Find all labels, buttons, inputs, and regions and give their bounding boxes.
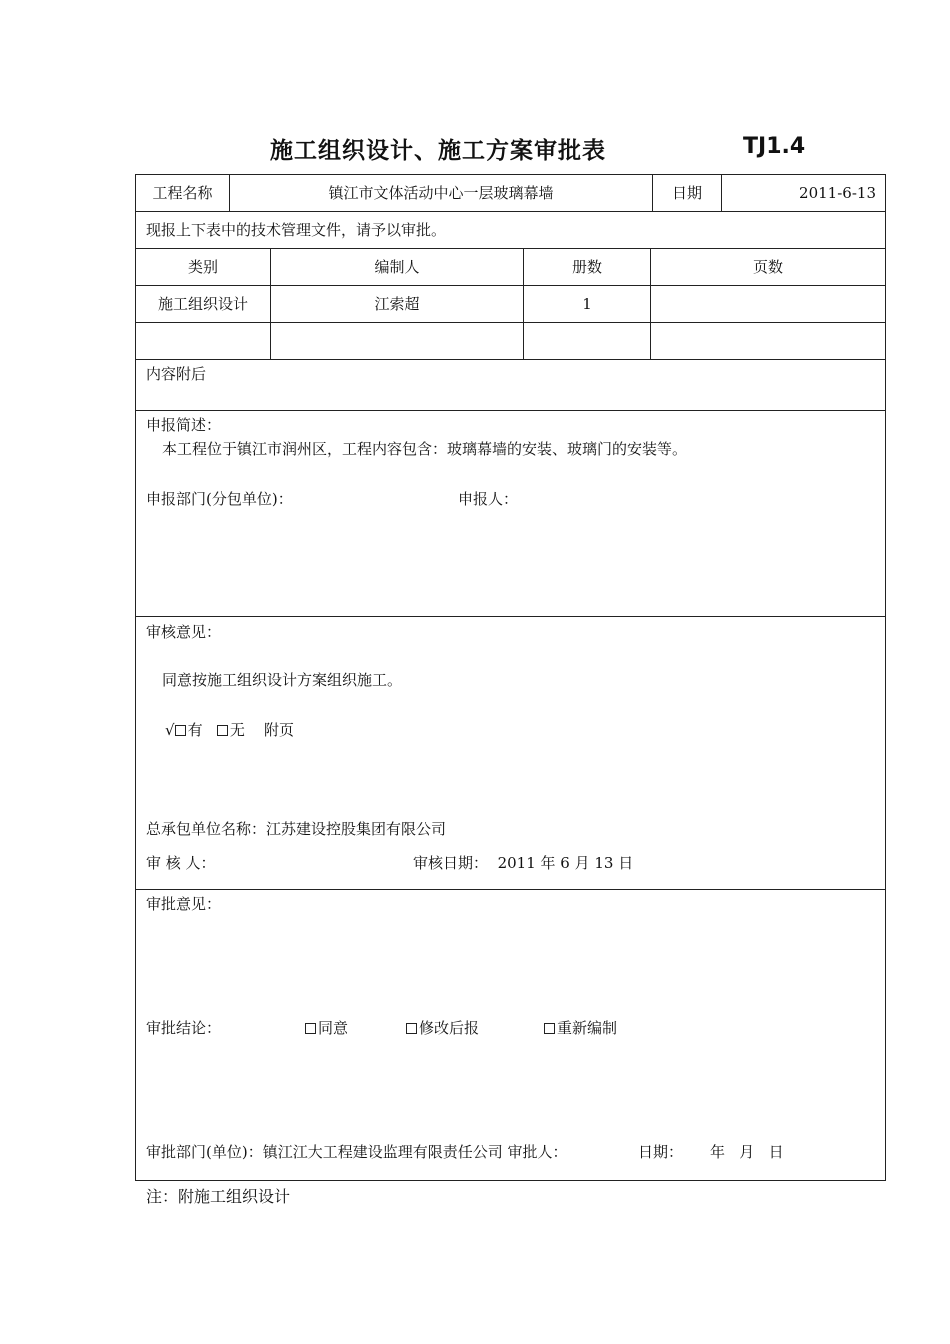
approval-conclusion-label: 审批结论： xyxy=(146,1019,222,1037)
option-agree-label: 同意 xyxy=(318,1019,349,1037)
review-label: 审核意见： xyxy=(146,623,222,641)
date-value: 2011-6-13 xyxy=(799,184,876,202)
date-label: 日期 xyxy=(671,184,702,202)
project-name-label: 工程名称 xyxy=(152,184,213,202)
table-cell: 江索超 xyxy=(374,295,420,313)
content-attached-text: 内容附后 xyxy=(146,365,207,383)
checkbox-recompile[interactable] xyxy=(544,1023,555,1034)
attachment-label: 附页 xyxy=(263,721,294,739)
option-no-label: 无 xyxy=(229,721,245,739)
approval-date-label: 日期： xyxy=(638,1143,684,1161)
option-agree xyxy=(305,1018,348,1038)
reviewer-label: 审 核 人： xyxy=(146,854,216,872)
approval-dept: 审批部门(单位)：镇江江大工程建设监理有限责任公司 审批人： xyxy=(146,1143,568,1161)
col-header-category: 类别 xyxy=(187,258,218,276)
col-header-author: 编制人 xyxy=(374,258,420,276)
general-contractor: 总承包单位名称：江苏建设控股集团有限公司 xyxy=(146,820,447,838)
report-description: 本工程位于镇江市润州区，工程内容包含：玻璃幕墙的安装、玻璃门的安装等。 xyxy=(162,440,688,458)
table-cell: 施工组织设计 xyxy=(157,295,248,313)
attachment-options xyxy=(165,720,294,740)
checkbox-yes[interactable] xyxy=(175,725,186,736)
report-person-label: 申报人： xyxy=(458,490,519,508)
checkbox-revise[interactable] xyxy=(406,1023,417,1034)
form-code: TJ1.4 xyxy=(743,134,806,159)
report-label: 申报简述： xyxy=(146,416,222,434)
option-yes-label: 有 xyxy=(187,721,203,739)
review-date-label: 审核日期： xyxy=(413,854,489,872)
review-opinion: 同意按施工组织设计方案组织施工。 xyxy=(162,671,403,689)
col-header-volumes: 册数 xyxy=(571,258,602,276)
footnote: 注：附施工组织设计 xyxy=(146,1187,291,1206)
option-revise-label: 修改后报 xyxy=(419,1019,480,1037)
col-header-pages: 页数 xyxy=(752,258,783,276)
option-recompile xyxy=(544,1018,617,1038)
intro-text: 现报上下表中的技术管理文件，请予以审批。 xyxy=(146,221,447,239)
option-revise xyxy=(406,1018,479,1038)
review-date xyxy=(413,853,633,873)
checkbox-agree[interactable] xyxy=(305,1023,316,1034)
project-name-value: 镇江市文体活动中心一层玻璃幕墙 xyxy=(328,184,554,202)
check-mark: √ xyxy=(165,721,175,739)
checkbox-no[interactable] xyxy=(217,725,228,736)
approval-label: 审批意见： xyxy=(146,895,222,913)
approval-date-ymd: 年 月 日 xyxy=(710,1143,784,1161)
option-recompile-label: 重新编制 xyxy=(557,1019,618,1037)
review-date-value: 2011 年 6 月 13 日 xyxy=(497,854,634,872)
report-dept-label: 申报部门(分包单位)： xyxy=(146,490,293,508)
table-cell: 1 xyxy=(582,295,592,313)
form-title: 施工组织设计、施工方案审批表 xyxy=(270,138,606,164)
